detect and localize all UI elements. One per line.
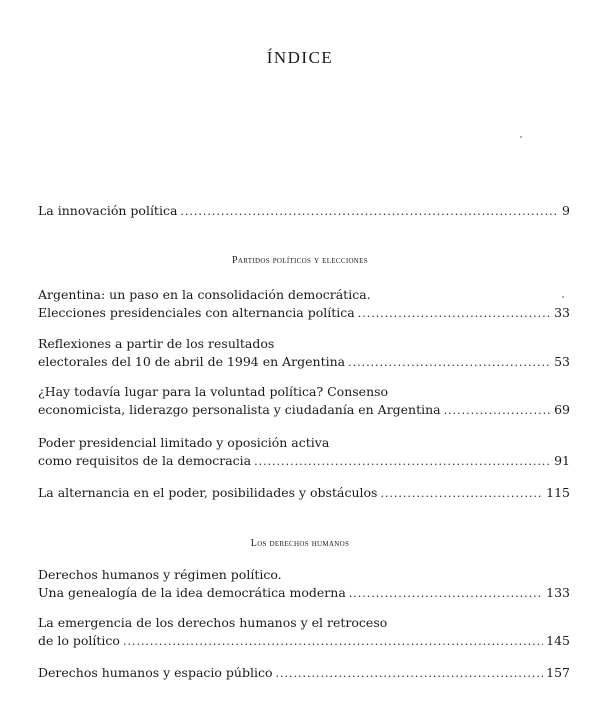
dot-leader bbox=[349, 585, 543, 603]
toc-entry bbox=[38, 286, 570, 323]
dot-leader bbox=[276, 665, 544, 683]
toc-entry-title: Una genealogía de la idea democrática moderna bbox=[38, 585, 346, 600]
toc-entry-line: ¿Hay todavía lugar para la voluntad política? Consenso bbox=[38, 384, 389, 399]
scan-speck bbox=[520, 136, 522, 138]
toc-entry bbox=[38, 434, 570, 471]
toc-entry-line: Poder presidencial limitado y oposición activa bbox=[38, 435, 330, 450]
page-number: 53 bbox=[554, 354, 570, 369]
toc-entry-line: Reflexiones a partir de los resultados bbox=[38, 336, 275, 351]
toc-entry-last-line bbox=[38, 401, 570, 420]
section-heading: Partidos políticos y elecciones bbox=[232, 255, 368, 266]
dot-leader bbox=[180, 203, 559, 221]
toc-entry-last-line bbox=[38, 484, 570, 503]
toc-entry-last-line bbox=[38, 664, 570, 683]
toc-entry-last-line bbox=[38, 353, 570, 372]
toc-entry-line: Derechos humanos y régimen político. bbox=[38, 567, 282, 582]
page-title: ÍNDICE bbox=[266, 48, 334, 67]
toc-entry-title: La alternancia en el poder, posibilidades y obstáculos bbox=[38, 485, 378, 500]
section-heading: Los derechos humanos bbox=[250, 538, 350, 549]
toc-entry-line: Argentina: un paso en la consolidación democrática. bbox=[38, 287, 371, 302]
dot-leader bbox=[123, 633, 543, 651]
toc-entry-title: como requisitos de la democracia bbox=[38, 453, 252, 468]
toc-entry-line: La emergencia de los derechos humanos y el retroceso bbox=[38, 615, 388, 630]
page-number: 69 bbox=[554, 402, 570, 417]
toc-entry-last-line bbox=[38, 452, 570, 471]
page-number: 145 bbox=[546, 633, 570, 648]
page-number: 115 bbox=[546, 485, 570, 500]
toc-entry-title: Elecciones presidenciales con alternancia política bbox=[38, 305, 355, 320]
page-number: 133 bbox=[546, 585, 570, 600]
page-number: 157 bbox=[546, 665, 570, 680]
toc-entry-last-line bbox=[38, 632, 570, 651]
page-number: 33 bbox=[554, 305, 570, 320]
toc-entry-last-line bbox=[38, 584, 570, 603]
toc-entry-title: de lo político bbox=[38, 633, 120, 648]
toc-entry-title: economicista, liderazgo personalista y ciudadanía en Argentina bbox=[38, 402, 441, 417]
scan-speck bbox=[562, 296, 564, 298]
page-number: 9 bbox=[562, 203, 570, 218]
dot-leader bbox=[254, 453, 551, 471]
toc-entry bbox=[38, 614, 570, 651]
dot-leader bbox=[348, 354, 551, 372]
toc-entry bbox=[38, 664, 570, 683]
dot-leader bbox=[444, 402, 551, 420]
toc-entry-title: electorales del 10 de abril de 1994 en Argentina bbox=[38, 354, 346, 369]
toc-entry bbox=[38, 566, 570, 603]
dot-leader bbox=[358, 305, 551, 323]
toc-entry bbox=[38, 335, 570, 372]
toc-entry bbox=[38, 484, 570, 503]
dot-leader bbox=[380, 485, 543, 503]
toc-entry-title: La innovación política bbox=[38, 203, 178, 218]
toc-entry-last-line bbox=[38, 202, 570, 221]
page-number: 91 bbox=[554, 453, 570, 468]
toc-entry-last-line bbox=[38, 304, 570, 323]
toc-entry bbox=[38, 202, 570, 221]
toc-entry-title: Derechos humanos y espacio público bbox=[38, 665, 273, 680]
toc-entry bbox=[38, 383, 570, 420]
